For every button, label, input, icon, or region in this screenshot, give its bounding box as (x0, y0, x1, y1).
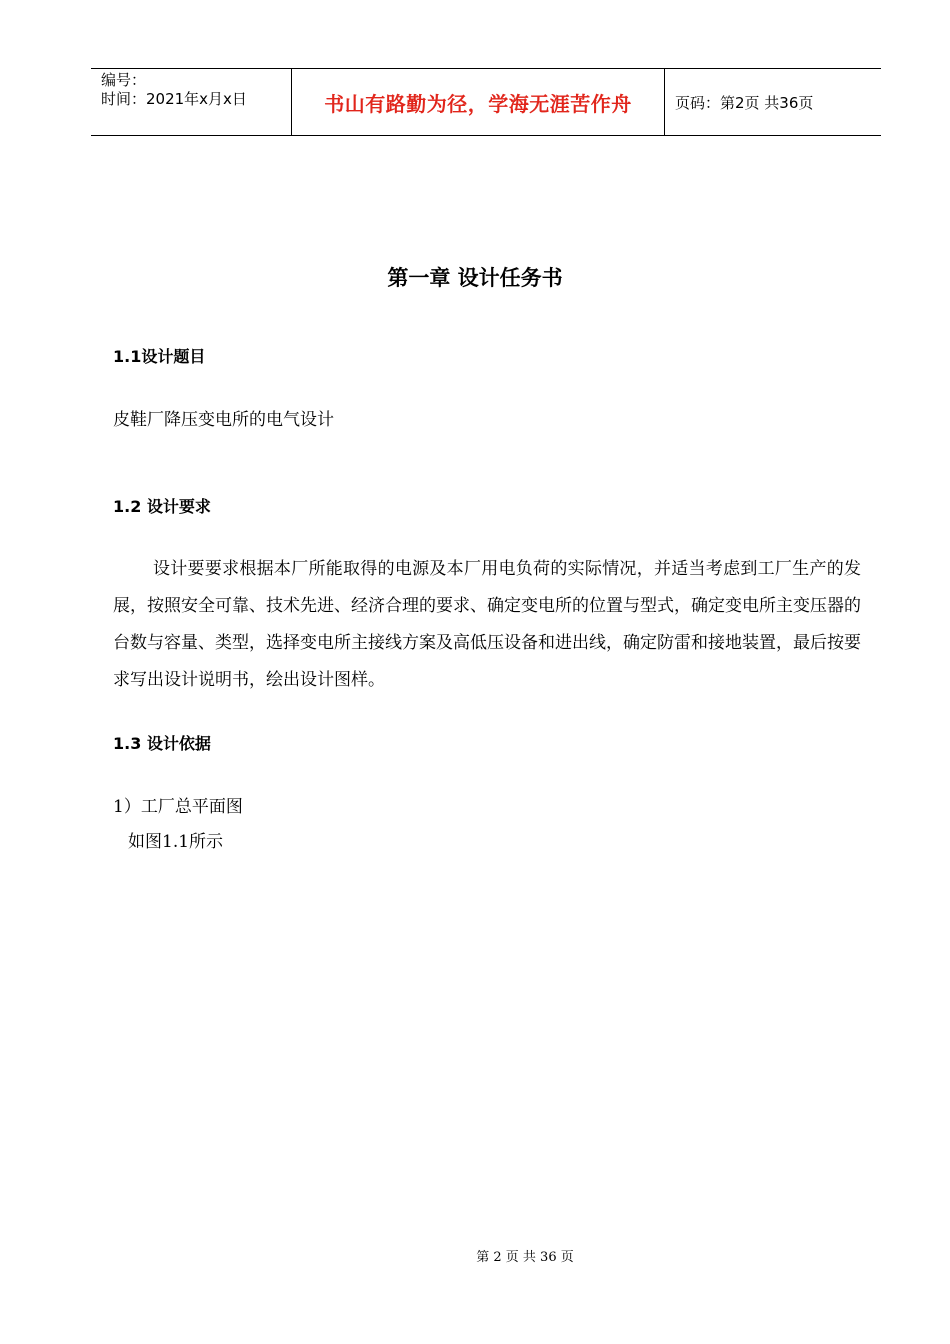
figure-reference-note: 如图1.1所示 (128, 832, 224, 852)
design-topic-text: 皮鞋厂降压变电所的电气设计 (113, 410, 334, 430)
design-requirements-paragraph: 设计要要求根据本厂所能取得的电源及本厂用电负荷的实际情况，并适当考虑到工厂生产的发展，按照安全可靠、技术先进、经济合理的要求、确定变电所的位置与型式，确定变电所主变压器的台数与容量、类型，选择变电所主接线方案及高低压设备和进出线，确定防雷和接地装置，最后按要求写出设计说明书，绘出设计图样。 (113, 559, 861, 690)
header-page-info: 页码：第2页 共36页 (675, 93, 814, 112)
page-header (91, 68, 881, 136)
page-footer: 第 2 页 共 36 页 (476, 1250, 574, 1265)
chapter-title: 第一章 设计任务书 (387, 266, 563, 290)
header-meta-cell (91, 69, 292, 135)
section-heading-1-1: 1.1设计题目 (113, 347, 206, 366)
header-page-info-cell (665, 69, 881, 135)
section-heading-1-3: 1.3 设计依据 (113, 734, 211, 753)
document-number-label: 编号： (101, 71, 147, 89)
section-heading-1-2: 1.2 设计要求 (113, 497, 211, 516)
list-item-factory-plan: 1）工厂总平面图 (113, 797, 243, 817)
document-time-label: 时间：2021年x月x日 (101, 90, 247, 108)
header-motto-cell (292, 69, 665, 135)
header-motto: 书山有路勤为径，学海无涯苦作舟 (324, 91, 632, 116)
